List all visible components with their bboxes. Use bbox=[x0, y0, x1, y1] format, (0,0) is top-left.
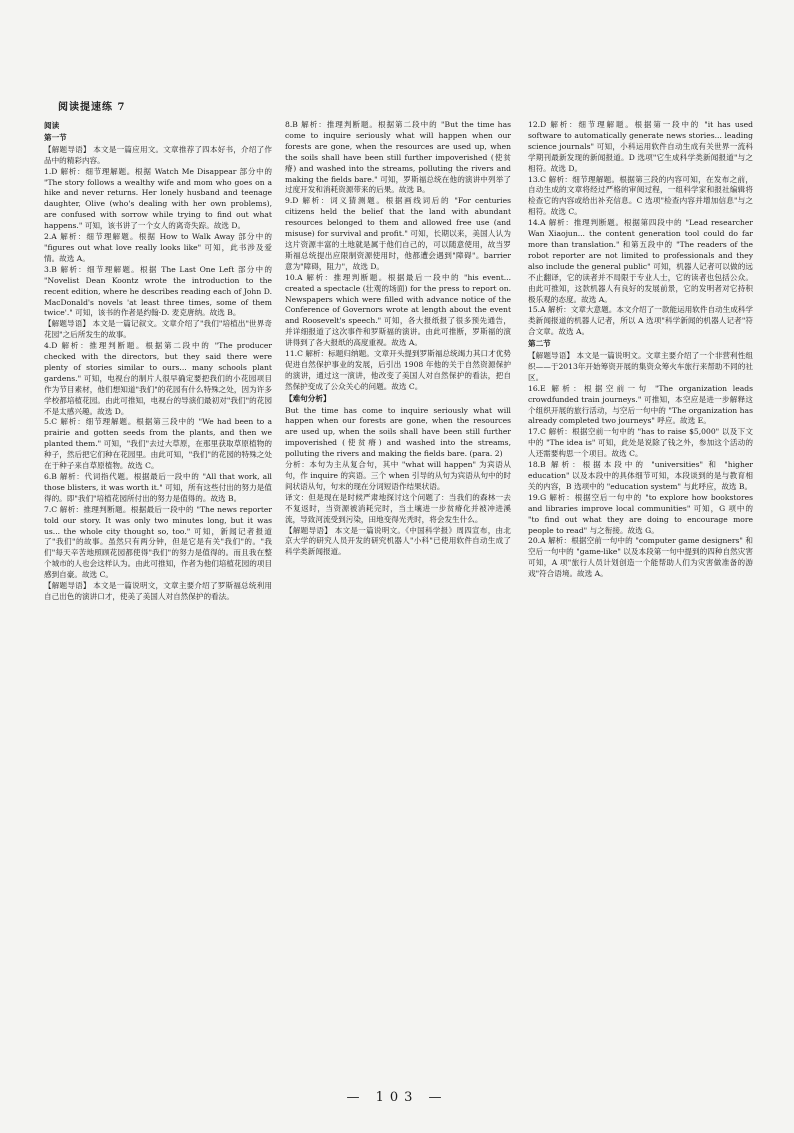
answer-paragraph: But the time has come to inquire seriously what will happen when our forests are gone, when the resources are used up, when the soils shall have been still further impoverished (使贫瘠) and washed into the streams, polluting the rivers and making the fields bare. (para. 2) bbox=[285, 405, 511, 459]
answer-paragraph: 5.C 解析：细节理解题。根据第三段中的 "We had been to a prairie and gotten seeds from the plants, and then we planted them." 可知，"我们"去过大草原，在那里获取草原植物的种子，然后把它们种在花园里。由此可知，"我们"的花园的特殊之处在于种子来自草原植物。故选 C。 bbox=[44, 417, 272, 471]
column-right-content bbox=[528, 120, 753, 580]
section-label-reading: 阅读 bbox=[44, 121, 60, 130]
column-left-content bbox=[44, 145, 272, 603]
column-left bbox=[44, 120, 272, 603]
answer-paragraph: 11.C 解析：标题归纳题。文章开头提到罗斯福总统竭力其口才优势促进自然保护事业的发展，后引出 1908 年他的关于自然资源保护的演讲，通过这一演讲，他改变了美国人对自然保护的看法，把自然保护变成了公众关心的问题。故选 C。 bbox=[285, 349, 511, 391]
answer-paragraph: 1.D 解析：细节理解题。根据 Watch Me Disappear 部分中的 "The story follows a wealthy wife and mom who goes on a hike and never returns. Her lonely husband and teenage daughter, Olive (who's dealing with her own problems), are confused with sorrow while trying to find out what happens." 可知，该书讲了一个女人的离奇失踪。故选 D。 bbox=[44, 166, 272, 231]
column-right bbox=[528, 120, 753, 580]
answer-paragraph: 译文：但是现在是时候严肃地探讨这个问题了：当我们的森林一去不复返时，当资源被消耗完时，当土壤进一步贫瘠化并被冲进溪流，导致河流受到污染，田地变得光秃时，将会发生什么。 bbox=[285, 492, 511, 524]
answer-paragraph: 【难句分析】 bbox=[285, 393, 331, 403]
answer-paragraph: 8.B 解析：推理判断题。根据第二段中的 "But the time has come to inquire seriously what will happen when our forests are gone, when the resources are used up, when the soils shall have been still further impoverished (使贫瘠) and washed into the streams, polluting the rivers and making the fields bare." 可知，罗斯福总统在他的演讲中列举了过度开发和消耗资源带来的后果。故选 B。 bbox=[285, 120, 511, 195]
answer-paragraph: 12.D 解析：细节理解题。根据第一段中的 "it has used software to automatically generate news stories... leading science journals" 可知，小科运用软件自动生成有关世界一流科学期刊最新发现的新闻报道。D 选项"它生成科学类新闻报道"与之相符。故选 D。 bbox=[528, 120, 753, 173]
answer-paragraph: 20.A 解析：根据空前一句中的 "computer game designers" 和空后一句中的 "game-like" 以及本段第一句中提到的四种自然灾害可知，A 项"旅行人员计划创造一个能帮助人们为灾害做准备的游戏"符合语境。故选 A。 bbox=[528, 536, 753, 579]
answer-paragraph: 10.A 解析：推理判断题。根据最后一段中的 "his event... created a spectacle (壮观的场面) for the press to report on. Newspapers which were filled with advance notice of the Conference of Governors wrote at length about the event and Roosevelt's speech." 可知，各大报纸报了很多预先通告，并详细报道了这次事件和罗斯福的演讲。由此可推断，罗斯福的演讲得到了各大报纸的高度重视。故选 A。 bbox=[285, 272, 511, 348]
answer-paragraph: 15.A 解析：文章大意题。本文介绍了一款能运用软件自动生成科学类新闻报道的机器人记者，所以 A 选项"科学新闻的机器人记者"符合文章。故选 A。 bbox=[528, 305, 754, 337]
page-title: 阅读提速练 7 bbox=[58, 102, 126, 113]
guide-paragraph: 【解题导语】 本文是一篇记叙文。文章介绍了"我们"培植出"世界奇花园"之后所发生的故事。 bbox=[44, 319, 272, 340]
answer-paragraph: 4.D 解析：推理判断题。根据第二段中的 "The producer checked with the directors, but they said there were plenty of stories similar to ours... many schools plant gardens." 可知，电视台的制片人很早确定要把我们的小花园项目作为节目素材，他们想知道"我们"的花园有什么特殊之处，因为许多学校都培植花园。由此可推知，电视台的导演们最初对"我们"的花园不是太感兴趣。故选 D。 bbox=[44, 341, 272, 416]
page-number: — 103 — bbox=[346, 1090, 448, 1105]
guide-paragraph: 【解题导语】 本文是一篇说明文，文章主要介绍了罗斯福总统利用自己出色的演讲口才，使美了美国人对自然保护的看法。 bbox=[44, 581, 272, 601]
answer-paragraph: 19.G 解析：根据空后一句中的 "to explore how bookstores and libraries improve local communities" 可知，G 项中的 "to find out what they are doing to encourage more people to read" 与之衔接。故选 G。 bbox=[528, 492, 753, 535]
answer-paragraph: 3.B 解析：细节理解题。根据 The Last One Left 部分中的 "Novelist Dean Koontz wrote the introduction to the recent edition, where he describes reading each of John D. MacDonald's novels 'at least three times, some of them twice'." 可知，该书的作者是约翰·D. 麦克唐纳。故选 B。 bbox=[44, 264, 272, 318]
answer-paragraph: 18.B 解析：根据本段中的 "universities" 和 "higher education" 以及本段中的具体细节可知，本段谈到的是与教育相关的内容，B 选项中的 "education system" 与此呼应，故选 B。 bbox=[528, 460, 753, 491]
answer-paragraph: 13.C 解析：细节理解题。根据第三段的内容可知，在发布之前，自动生成的文章将经过严格的审阅过程，一组科学家和报社编辑将检查它的内容或给出补充信息。C 选项"检查内容并增加信息"与之相符。故选 C。 bbox=[528, 174, 753, 217]
section-label: 第二节 bbox=[528, 339, 551, 349]
answer-paragraph: 16.E 解析：根据空前一句 "The organization leads crowdfunded train journeys." 可推知，本空应是进一步解释这个组织开展的旅行活动，与空后一句中的 "The organization has already completed two journeys" 呼应。故选 E。 bbox=[528, 383, 753, 426]
guide-paragraph: 【解题导语】 本文是一篇应用文。文章推荐了四本好书，介绍了作品中的精彩内容。 bbox=[44, 144, 272, 165]
column-middle bbox=[285, 120, 511, 558]
answer-paragraph: 17.C 解析：根据空前一句中的 "has to raise $5,000" 以及下文中的 "The idea is" 可知，此处是说除了钱之外，参加这个活动的人还需要构思一个项目。故选 C。 bbox=[528, 427, 753, 459]
guide-paragraph: 【解题导语】 本文是一篇说明文。《中国科学报》周四宣布，由北京大学的研究人员开发的研究机器人"小科"已使用软件自动生成了科学类新闻报道。 bbox=[285, 525, 511, 557]
guide-paragraph: 【解题导语】 本文是一篇说明文。文章主要介绍了一个非营利性组织——于2013年开始筹资开展的集资众筹火车旅行来帮助不同的社区。 bbox=[528, 351, 753, 382]
answer-paragraph: 9.D 解析：词义猜测题。根据画线词后的 "For centuries citizens held the belief that the land with abundant resources belonged to them and allowed free use (and misuse) for survival and profit." 可知，长期以来，美国人认为这片资源丰富的土地就是属于他们自己的，可以随意使用，故当罗斯福总统提出应限制资源使用时，他都遭会遇到"障碍"。barrier 意为"障碍，阻力"，故选 D。 bbox=[285, 196, 511, 271]
column-middle-content bbox=[285, 120, 511, 558]
answer-paragraph: 14.A 解析：推理判断题。根据第四段中的 "Lead researcher Wan Xiaojun... the content generation tool could do far more than translation." 和第五段中的 "The readers of the robot reporter are not limited to professionals and they also include the general public" 可知，机器人记者可以做的远不止翻译，它的读者并不局限于专业人士，它的读者也包括公众。由此可推知，这款机器人有良好的发展前景，它的发明者对它持积极乐观的态度。故选 A。 bbox=[528, 218, 753, 304]
section-label-part1: 第一节 bbox=[44, 132, 67, 142]
answer-paragraph: 分析：本句为主从复合句，其中 "what will happen" 为宾语从句，作 inquire 的宾语。三个 when 引导的从句为宾语从句中的时间状语从句，句末的现在分词短语作结果状语。 bbox=[285, 460, 511, 491]
answer-paragraph: 6.B 解析：代词指代题。根据最后一段中的 "All that work, all those blisters, it was worth it." 可知，所有这些付出的努力是值得的。即"我们"培植花园所付出的努力是值得的。故选 B。 bbox=[44, 472, 272, 503]
answer-paragraph: 2.A 解析：细节理解题。根据 How to Walk Away 部分中的 "figures out what love really looks like" 可知，此书涉及爱情。故选 A。 bbox=[44, 232, 272, 263]
answer-paragraph: 7.C 解析：推理判断题。根据最后一段中的 "The news reporter told our story. It was only two minutes long, but it was us... the whole city thought so, too." 可知，新闻记者报道了"我们"的故事。虽然只有两分钟，但是它是有关"我们"的。"我们"每天辛苦地照顾花园都使得"我们"的努力是值得的。而且我在整个城市的人也会这样认为。由此可推知，作者为他们培植花园的项目感到自豪。故选 C。 bbox=[44, 504, 272, 580]
